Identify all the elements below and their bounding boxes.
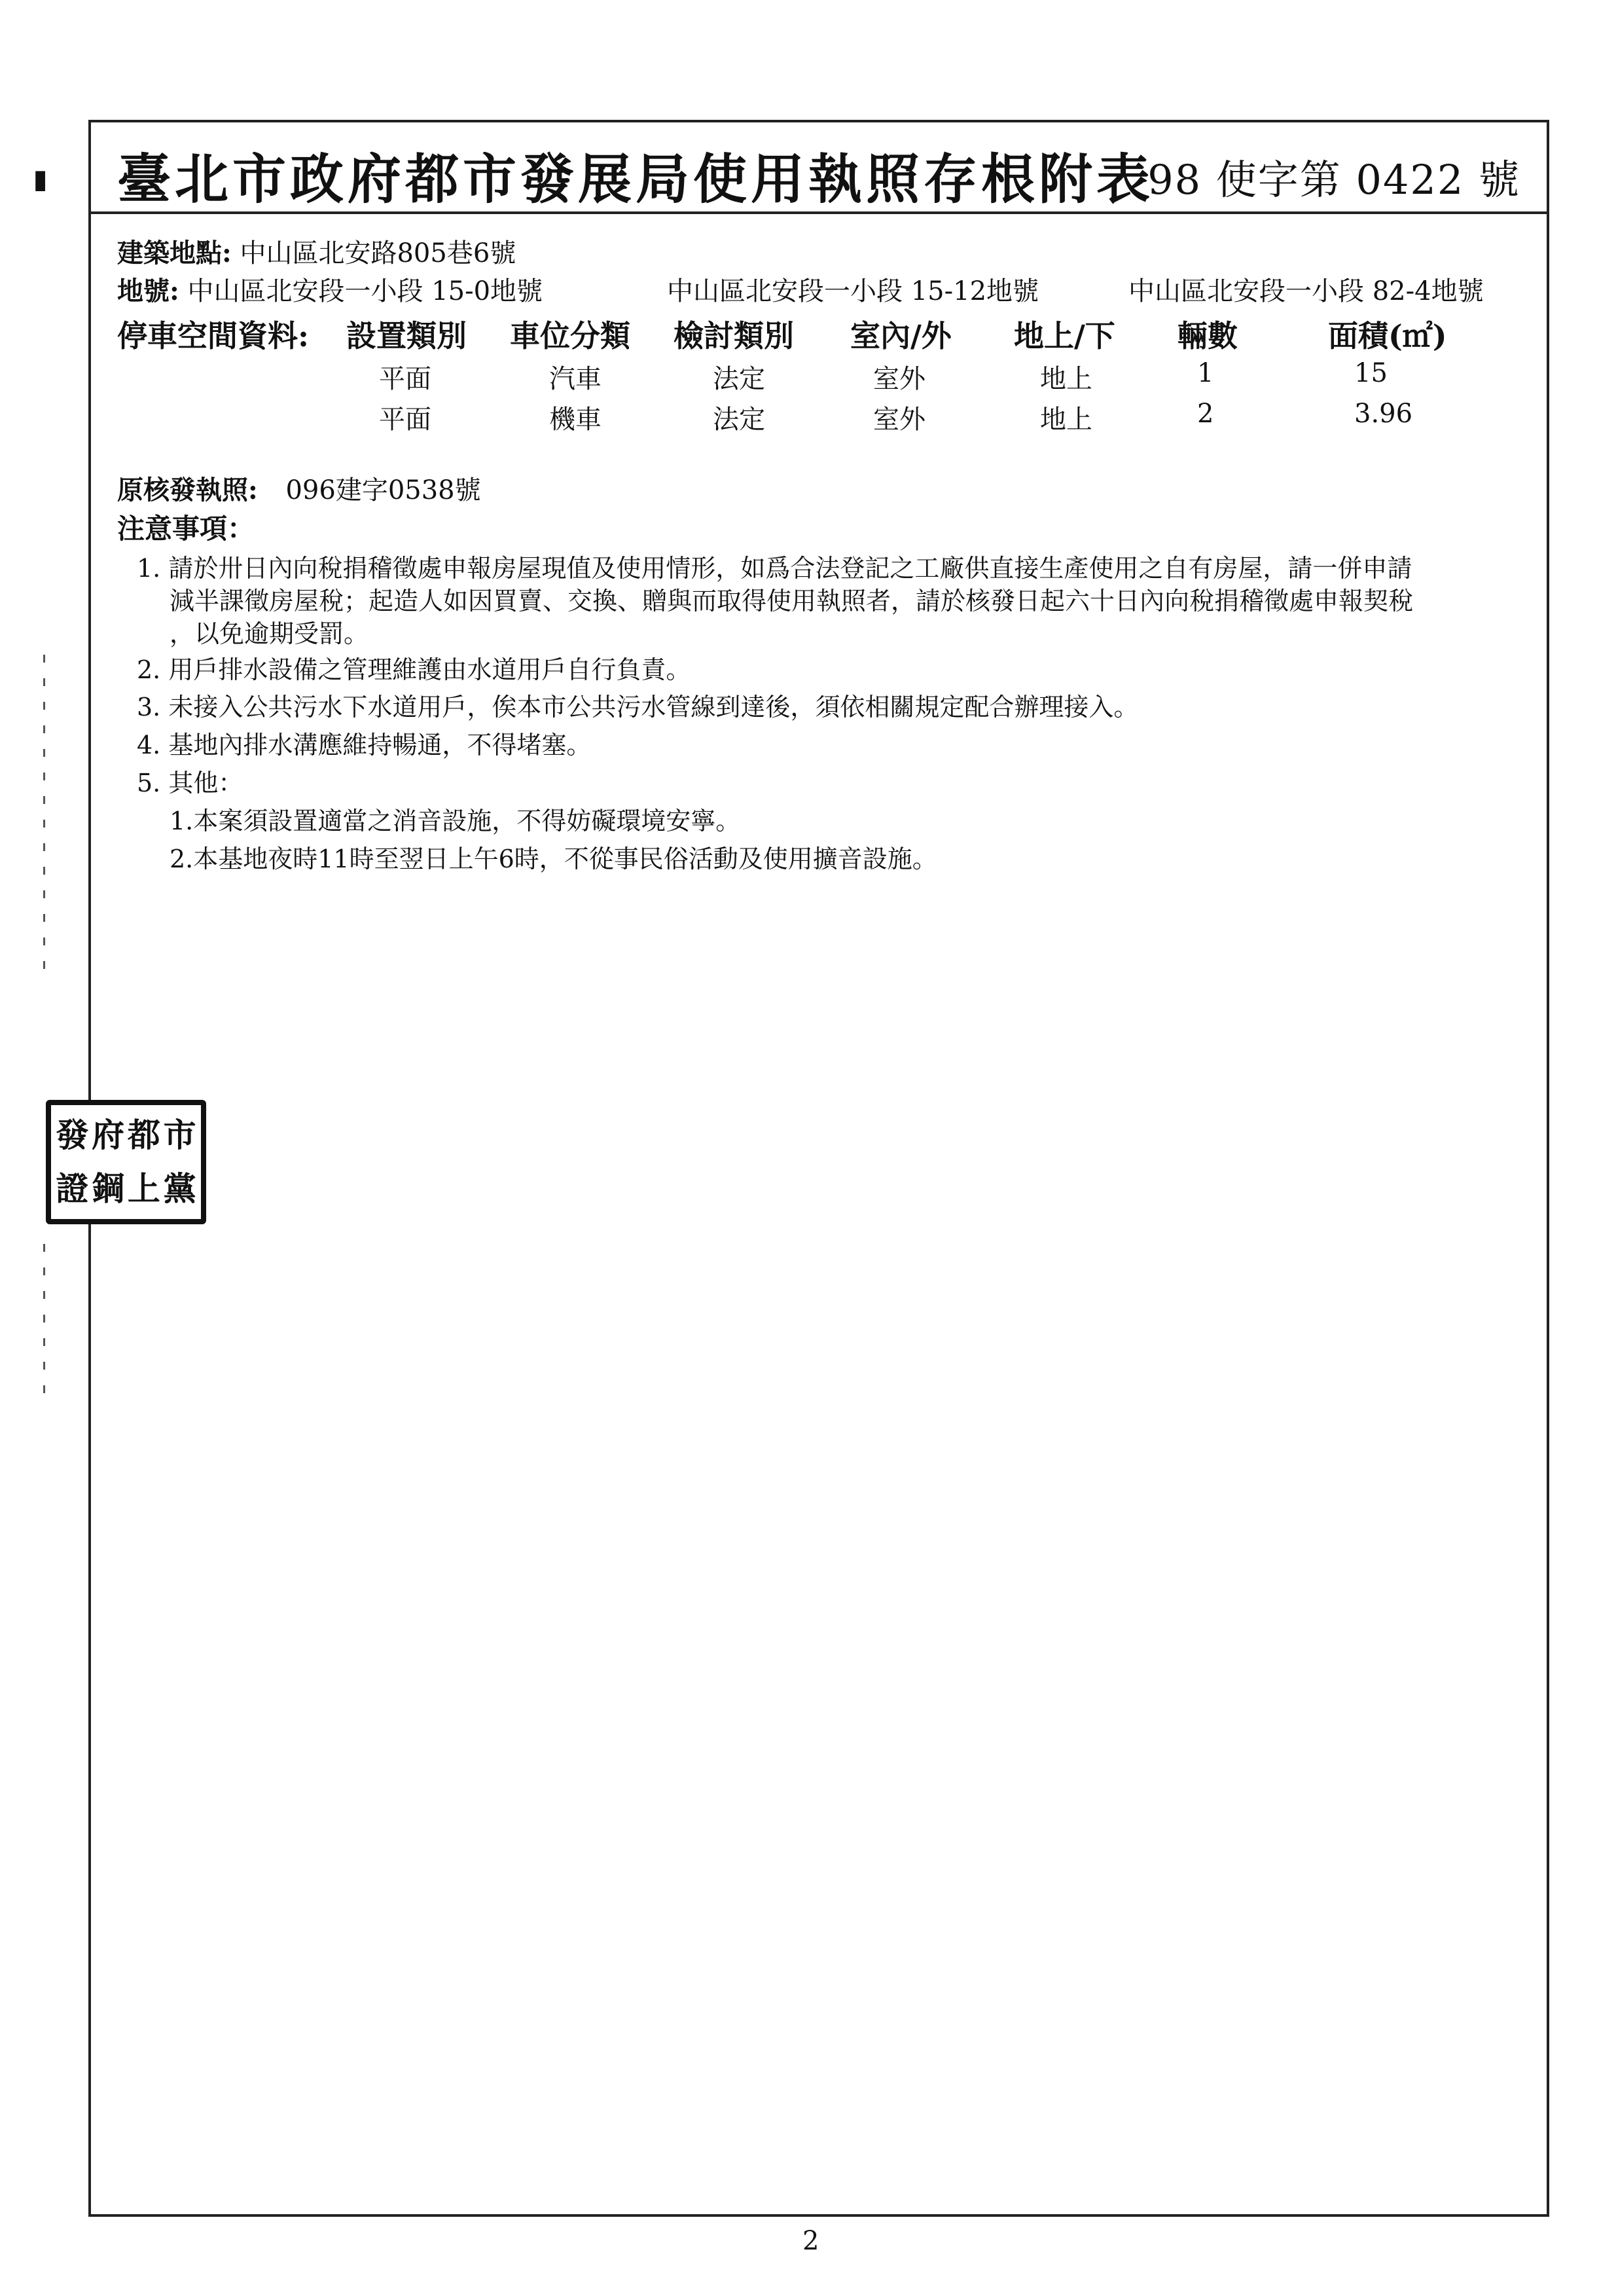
parking-cell: 地上 — [1040, 364, 1092, 394]
parking-cell: 法定 — [713, 405, 765, 435]
parking-cell: 平面 — [379, 364, 431, 394]
note-item: 2. 用戶排水設備之管理維護由水道用戶自行負責。 — [137, 655, 691, 684]
lot-label: 地號: — [117, 276, 179, 306]
seal-char: 市 — [163, 1116, 196, 1154]
seal-char: 證 — [56, 1170, 89, 1208]
seal-char: 府 — [92, 1116, 125, 1154]
parking-cell: 汽車 — [549, 364, 602, 394]
parking-cell: 1 — [1197, 358, 1214, 388]
seal-char: 上 — [127, 1170, 160, 1208]
note-subitem: 2.本基地夜時11時至翌日上午6時，不從事民俗活動及使用擴音設施。 — [170, 845, 937, 873]
note-item: 3. 未接入公共污水下水道用戶，俟本市公共污水管線到達後，須依相關規定配合辦理接入。 — [137, 693, 1139, 721]
lot-value-2: 中山區北安段一小段 15-12地號 — [667, 276, 1039, 306]
note-item: 減半課徵房屋稅；起造人如因買賣、交換、贈與而取得使用執照者，請於核發日起六十日內向稅捐稽徵處申報契稅 — [170, 587, 1414, 615]
permit-number: 98 使字第 0422 號 — [1147, 156, 1520, 204]
note-item: 4. 基地內排水溝應維持暢通，不得堵塞。 — [137, 731, 592, 759]
note-item: ，以免逾期受罰。 — [170, 619, 369, 648]
parking-cell: 地上 — [1040, 405, 1092, 435]
official-seal — [46, 1100, 206, 1224]
parking-header-indoor: 室內/外 — [850, 318, 952, 354]
margin-perforation — [43, 655, 45, 982]
seal-char: 鋼 — [92, 1170, 125, 1208]
parking-cell: 2 — [1197, 399, 1214, 429]
address-value: 中山區北安路805巷6號 — [240, 238, 516, 268]
document-title: 臺北市政府都市發展局使用執照存根附表 — [117, 148, 1155, 211]
parking-header-level: 地上/下 — [1014, 318, 1115, 354]
parking-header-area: 面積(㎡) — [1328, 318, 1447, 354]
original-permit-label: 原核發執照: — [117, 475, 258, 505]
address-line — [117, 232, 516, 270]
address-label: 建築地點: — [117, 238, 232, 268]
parking-cell: 平面 — [379, 405, 431, 435]
parking-cell: 室外 — [873, 364, 926, 394]
parking-header-count: 輛數 — [1178, 318, 1238, 354]
seal-char: 黨 — [163, 1170, 196, 1208]
parking-label: 停車空間資料: — [117, 318, 309, 354]
parking-cell: 法定 — [713, 364, 765, 394]
parking-header-review: 檢討類別 — [674, 318, 794, 354]
seal-char: 發 — [56, 1116, 89, 1154]
original-permit-line — [117, 469, 481, 507]
page-number: 2 — [802, 2226, 819, 2256]
note-subitem: 1.本案須設置適當之消音設施，不得妨礙環境安寧。 — [170, 807, 741, 835]
parking-cell: 室外 — [873, 405, 926, 435]
lot-value-3: 中山區北安段一小段 82-4地號 — [1128, 276, 1484, 306]
document-header — [91, 122, 1547, 214]
parking-cell: 15 — [1354, 358, 1388, 388]
note-item: 5. 其他： — [137, 769, 243, 797]
original-permit-value: 096建字0538號 — [285, 475, 481, 505]
parking-header-type: 設置類別 — [346, 318, 467, 354]
lot-value-1: 中山區北安段一小段 15-0地號 — [187, 276, 543, 306]
parking-header-class: 車位分類 — [510, 318, 630, 354]
margin-perforation — [43, 1244, 45, 1394]
note-item: 1. 請於卅日內向稅捐稽徵處申報房屋現值及使用情形，如爲合法登記之工廠供直接生產使用之自有房屋，請一併申請 — [137, 554, 1412, 583]
document-frame — [88, 120, 1549, 2217]
parking-cell: 3.96 — [1354, 399, 1413, 429]
seal-char: 都 — [127, 1116, 160, 1154]
parking-cell: 機車 — [549, 405, 602, 435]
lot-line — [117, 270, 543, 308]
notes-label: 注意事項： — [117, 513, 255, 545]
margin-mark: ▮ — [25, 164, 56, 194]
